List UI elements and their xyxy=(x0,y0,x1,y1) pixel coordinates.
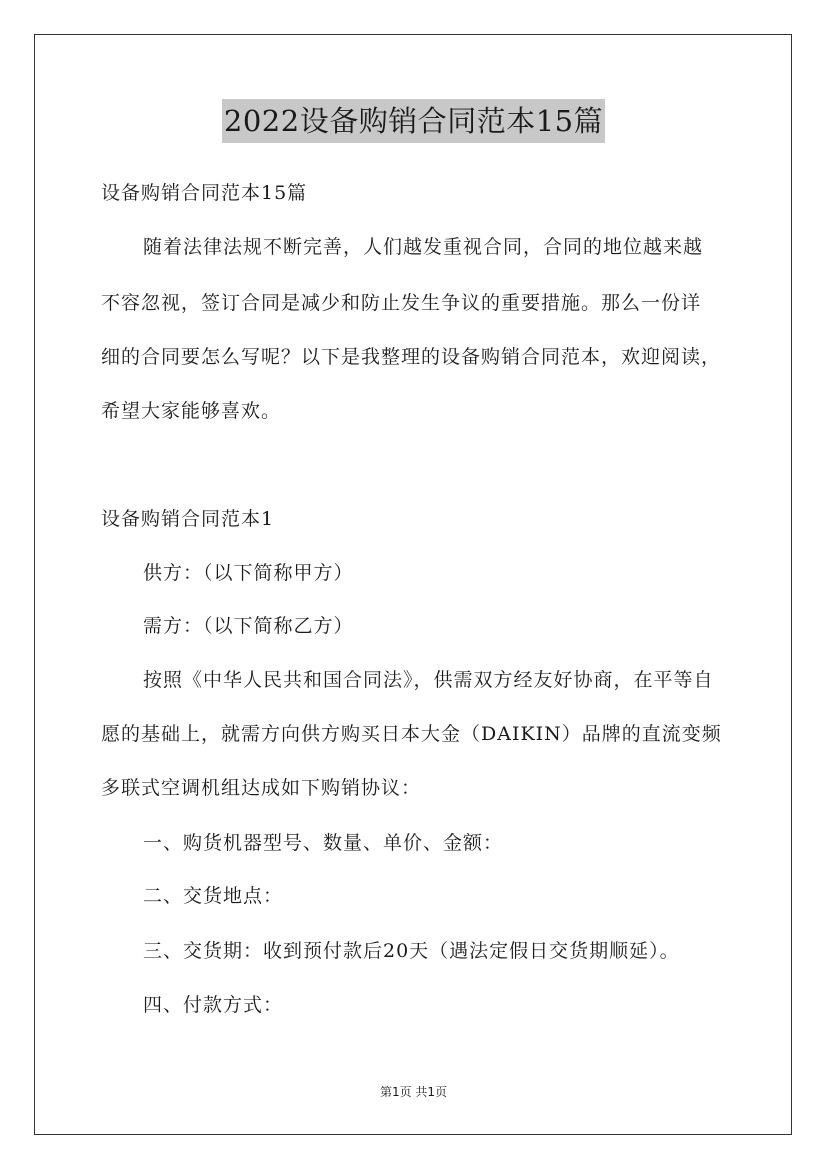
document-title: 2022设备购销合同范本15篇 xyxy=(222,99,605,143)
intro-line-4: 希望大家能够喜欢。 xyxy=(101,400,282,422)
page-footer: 第1页 共1页 xyxy=(379,1085,448,1099)
clause-3: 三、交货期：收到预付款后20天（遇法定假日交货期顺延）。 xyxy=(143,940,680,962)
subtitle: 设备购销合同范本15篇 xyxy=(101,182,308,204)
agreement-line-1: 按照《中华人民共和国合同法》，供需双方经友好协商，在平等自 xyxy=(143,669,714,691)
section-heading: 设备购销合同范本1 xyxy=(101,508,275,530)
clause-4: 四、付款方式： xyxy=(143,994,284,1016)
party-buyer: 需方：（以下简称乙方） xyxy=(143,615,354,637)
title-container xyxy=(0,99,827,143)
intro-line-3: 细的合同要怎么写呢？以下是我整理的设备购销合同范本，欢迎阅读， xyxy=(101,346,722,368)
party-supplier: 供方：（以下简称甲方） xyxy=(143,562,354,584)
clause-1: 一、购货机器型号、数量、单价、金额： xyxy=(143,832,504,854)
agreement-line-3: 多联式空调机组达成如下购销协议： xyxy=(101,777,422,799)
clause-2: 二、交货地点： xyxy=(143,885,284,907)
agreement-line-2: 愿的基础上，就需方向供方购买日本大金（DAIKIN）品牌的直流变频 xyxy=(101,723,722,745)
intro-line-1: 随着法律法规不断完善，人们越发重视合同，合同的地位越来越 xyxy=(143,236,704,258)
intro-line-2: 不容忽视，签订合同是减少和防止发生争议的重要措施。那么一份详 xyxy=(101,292,702,314)
